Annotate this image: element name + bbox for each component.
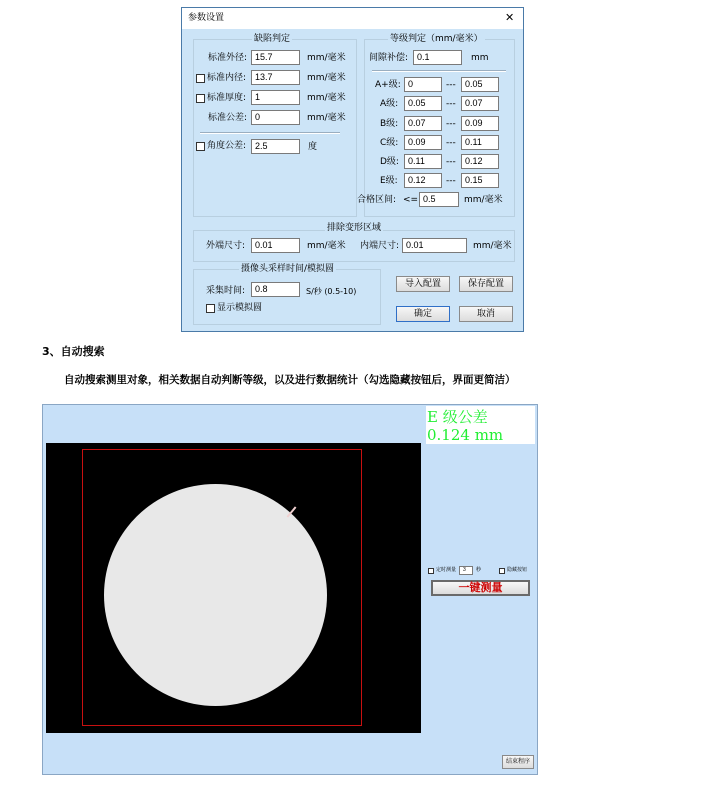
dialog-titlebar	[182, 8, 523, 29]
grade-a-label: A级:	[380, 99, 399, 109]
dialog-title: 参数设置	[188, 13, 225, 23]
ok-button[interactable]: 确定	[396, 306, 450, 322]
grade-aplus-max[interactable]: 0.05	[461, 77, 499, 92]
grade-b-sep: ---	[446, 119, 456, 129]
timed-input[interactable]: 3	[459, 566, 473, 575]
pass-input[interactable]: 0.5	[419, 192, 459, 207]
grade-divider	[372, 70, 506, 72]
settings-dialog	[181, 7, 524, 332]
timed-unit: 秒	[476, 567, 482, 573]
close-icon[interactable]: ✕	[505, 11, 515, 24]
grade-e-min[interactable]: 0.12	[404, 173, 442, 188]
sample-unit: S/秒 (0.5-10)	[306, 287, 357, 296]
grade-aplus-label: A+级:	[375, 80, 401, 90]
deform-outer-label: 外端尺寸:	[206, 241, 246, 251]
grade-a-max[interactable]: 0.07	[461, 96, 499, 111]
deform-inner-label: 内端尺寸:	[360, 241, 400, 251]
show-circle-checkbox[interactable]	[206, 304, 215, 313]
grade-aplus-min[interactable]: 0	[404, 77, 442, 92]
timed-label: 定时测量	[436, 567, 457, 573]
app-window	[42, 404, 538, 775]
deform-group-title: 排除变形区域	[327, 223, 382, 233]
std-inner-checkbox[interactable]	[196, 74, 205, 83]
camera-group	[193, 269, 381, 325]
grade-c-min[interactable]: 0.09	[404, 135, 442, 150]
result-grade: E 级公差	[427, 408, 488, 426]
show-circle-label: 显示模拟圆	[217, 303, 263, 313]
grade-c-sep: ---	[446, 138, 456, 148]
deform-inner-input[interactable]: 0.01	[402, 238, 467, 253]
cancel-button[interactable]: 取消	[459, 306, 513, 322]
camera-group-title: 摄像头采样时间/模拟圆	[241, 264, 335, 274]
camera-view	[46, 443, 421, 733]
std-tol-input[interactable]: 0	[251, 110, 300, 125]
result-display	[426, 406, 535, 444]
grade-b-label: B级:	[380, 119, 399, 129]
angle-input[interactable]: 2.5	[251, 139, 300, 154]
grade-d-max[interactable]: 0.12	[461, 154, 499, 169]
timed-checkbox[interactable]	[428, 568, 434, 574]
grade-c-max[interactable]: 0.11	[461, 135, 499, 150]
angle-label: 角度公差:	[207, 141, 247, 151]
gap-unit: mm	[471, 53, 489, 63]
result-value: 0.124 mm	[427, 426, 504, 444]
hide-buttons-label: 隐藏按钮	[507, 567, 528, 573]
hide-buttons-checkbox[interactable]	[499, 568, 505, 574]
section-heading: 3、自动搜索	[42, 345, 105, 358]
std-tol-label: 标准公差:	[208, 113, 248, 123]
grade-b-max[interactable]: 0.09	[461, 116, 499, 131]
gap-input[interactable]: 0.1	[413, 50, 462, 65]
std-thick-checkbox[interactable]	[196, 94, 205, 103]
std-thick-label: 标准厚度:	[207, 93, 247, 103]
deform-outer-input[interactable]: 0.01	[251, 238, 300, 253]
section-paragraph: 自动搜索测里对象，相关数据自动判断等级，以及进行数据统计（勾选隐藏按钮后，界面更简洁）	[64, 374, 516, 386]
sample-input[interactable]: 0.8	[251, 282, 300, 297]
deform-outer-unit: mm/毫米	[307, 241, 346, 251]
sample-label: 采集时间:	[206, 286, 246, 296]
std-tol-unit: mm/毫米	[307, 113, 346, 123]
grade-aplus-sep: ---	[446, 80, 456, 90]
defect-divider	[200, 132, 340, 134]
std-thick-input[interactable]: 1	[251, 90, 300, 105]
angle-unit: 度	[308, 142, 318, 152]
pass-unit: mm/毫米	[464, 195, 503, 205]
grade-e-max[interactable]: 0.15	[461, 173, 499, 188]
std-thick-unit: mm/毫米	[307, 93, 346, 103]
std-inner-unit: mm/毫米	[307, 73, 346, 83]
defect-group	[193, 39, 357, 217]
defect-group-title: 缺陷判定	[254, 34, 291, 44]
deform-inner-unit: mm/毫米	[473, 241, 512, 251]
std-outer-input[interactable]: 15.7	[251, 50, 300, 65]
pass-op: <=	[403, 195, 419, 205]
gap-label: 间隙补偿:	[369, 53, 409, 63]
std-inner-input[interactable]: 13.7	[251, 70, 300, 85]
grade-c-label: C级:	[380, 138, 399, 148]
grade-d-sep: ---	[446, 157, 456, 167]
std-outer-unit: mm/毫米	[307, 53, 346, 63]
exit-program-button[interactable]: 结束程序	[502, 755, 534, 769]
grade-a-sep: ---	[446, 99, 456, 109]
grade-d-label: D级:	[380, 157, 399, 167]
grade-a-min[interactable]: 0.05	[404, 96, 442, 111]
pass-label: 合格区间:	[357, 195, 397, 205]
measured-circle	[104, 484, 327, 706]
grade-group-title: 等级判定（mm/毫米）	[390, 34, 483, 44]
grade-e-label: E级:	[380, 176, 398, 186]
std-inner-label: 标准内径:	[207, 73, 247, 83]
grade-b-min[interactable]: 0.07	[404, 116, 442, 131]
import-config-button[interactable]: 导入配置	[396, 276, 450, 292]
angle-checkbox[interactable]	[196, 142, 205, 151]
one-click-measure-button[interactable]: 一键测量	[431, 580, 530, 596]
save-config-button[interactable]: 保存配置	[459, 276, 513, 292]
grade-e-sep: ---	[446, 176, 456, 186]
grade-d-min[interactable]: 0.11	[404, 154, 442, 169]
std-outer-label: 标准外径:	[208, 53, 248, 63]
